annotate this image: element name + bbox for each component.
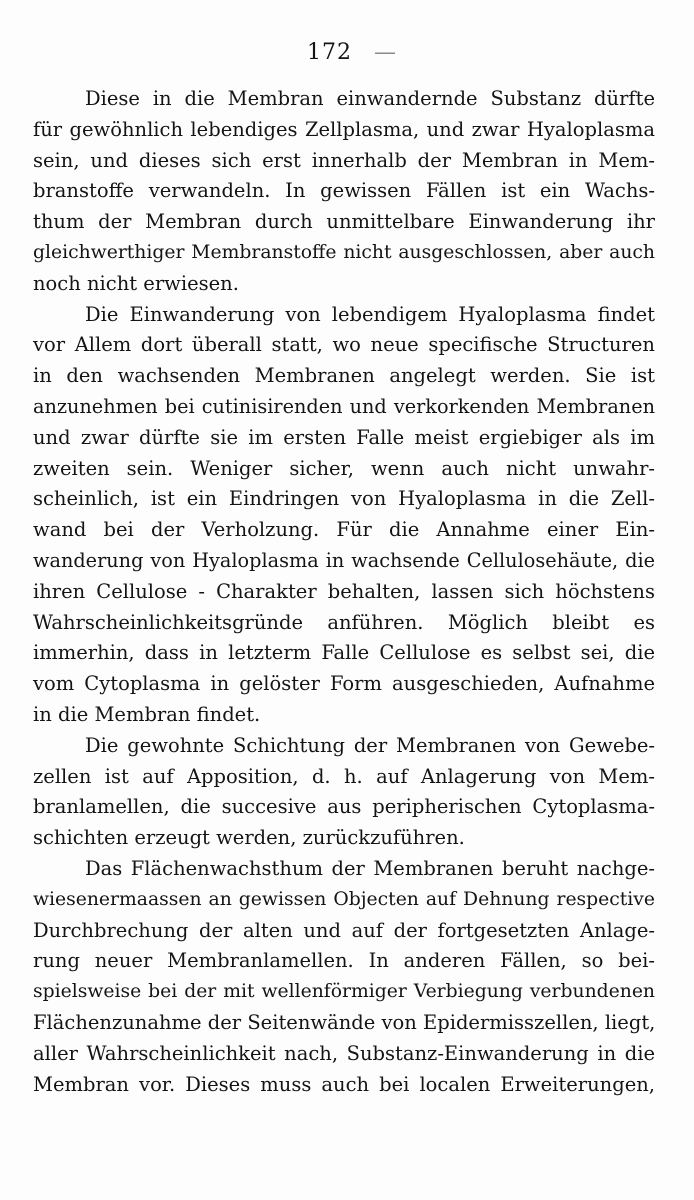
text-line: sein, und dieses sich erst innerhalb der Membran in Mem- [33,148,655,172]
text-line: branlamellen, die succesive aus peripherischen Cytoplasma- [33,795,655,819]
text-line: Die gewohnte Schichtung der Membranen von Gewebe- [85,733,655,757]
text-line: vor Allem dort überall statt, wo neue specifische Structuren [33,333,655,357]
text-line: branstoffe verwandeln. In gewissen Fällen ist ein Wachs- [33,179,655,203]
text-line: gleichwerthiger Membranstoffe nicht ausgeschlossen, aber auch [33,241,655,263]
header-dash: — [374,40,397,65]
text-line: wiesenermaassen an gewissen Objecten auf Dehnung respective [33,888,655,910]
page-number-header [0,40,694,65]
text-line: zweiten sein. Weniger sicher, wenn auch nicht unwahr- [33,456,655,480]
text-line: wanderung von Hyaloplasma in wachsende Cellulosehäute, die [33,548,655,572]
paragraph [33,854,655,1100]
paragraph [33,84,655,300]
paragraph [33,731,655,854]
text-line: und zwar dürfte sie im ersten Falle meist ergiebiger als im [33,425,655,449]
text-line: für gewöhnlich lebendiges Zellplasma, und zwar Hyaloplasma [33,117,655,141]
paragraph [33,300,655,731]
text-line: wand bei der Verholzung. Für die Annahme einer Ein- [33,518,655,542]
text-line: rung neuer Membranlamellen. In anderen Fällen, so bei- [33,949,655,973]
text-line: Durchbrechung der alten und auf der fortgesetzten Anlage- [33,918,655,942]
page-number: 172 [307,40,352,65]
body-text [33,84,655,1100]
text-line: in die Membran findet. [33,702,261,726]
text-line: vom Cytoplasma in gelöster Form ausgeschieden, Aufnahme [33,672,655,696]
text-line: ihren Cellulose - Charakter behalten, lassen sich höchstens [33,579,655,603]
text-line: Flächenzunahme der Seitenwände von Epidermisszellen, liegt, [33,1010,656,1034]
text-line: spielsweise bei der mit wellenförmiger Verbiegung verbundenen [33,981,655,1003]
text-line: aller Wahrscheinlichkeit nach, Substanz-Einwanderung in die [33,1041,655,1065]
text-line: zellen ist auf Apposition, d. h. auf Anlagerung von Mem- [33,764,655,788]
text-line: anzunehmen bei cutinisirenden und verkorkenden Membranen [33,394,655,418]
text-line: immerhin, dass in letzterm Falle Cellulose es selbst sei, die [33,641,655,665]
text-line: scheinlich, ist ein Eindringen von Hyaloplasma in die Zell- [33,487,655,511]
text-line: Das Flächenwachsthum der Membranen beruht nachge- [85,856,655,880]
text-line: Die Einwanderung von lebendigem Hyaloplasma findet [85,302,655,326]
text-line: schichten erzeugt werden, zurückzuführen. [33,826,465,850]
text-line: Diese in die Membran einwandernde Substanz dürfte [85,87,655,110]
text-line: Membran vor. Dieses muss auch bei localen Erweiterungen, [33,1072,655,1096]
text-line: Wahrscheinlichkeitsgründe anführen. Möglich bleibt es [33,610,655,634]
text-line: noch nicht erwiesen. [33,271,239,295]
text-line: in den wachsenden Membranen angelegt werden. Sie ist [33,364,655,388]
text-line: thum der Membran durch unmittelbare Einwanderung ihr [33,210,655,234]
